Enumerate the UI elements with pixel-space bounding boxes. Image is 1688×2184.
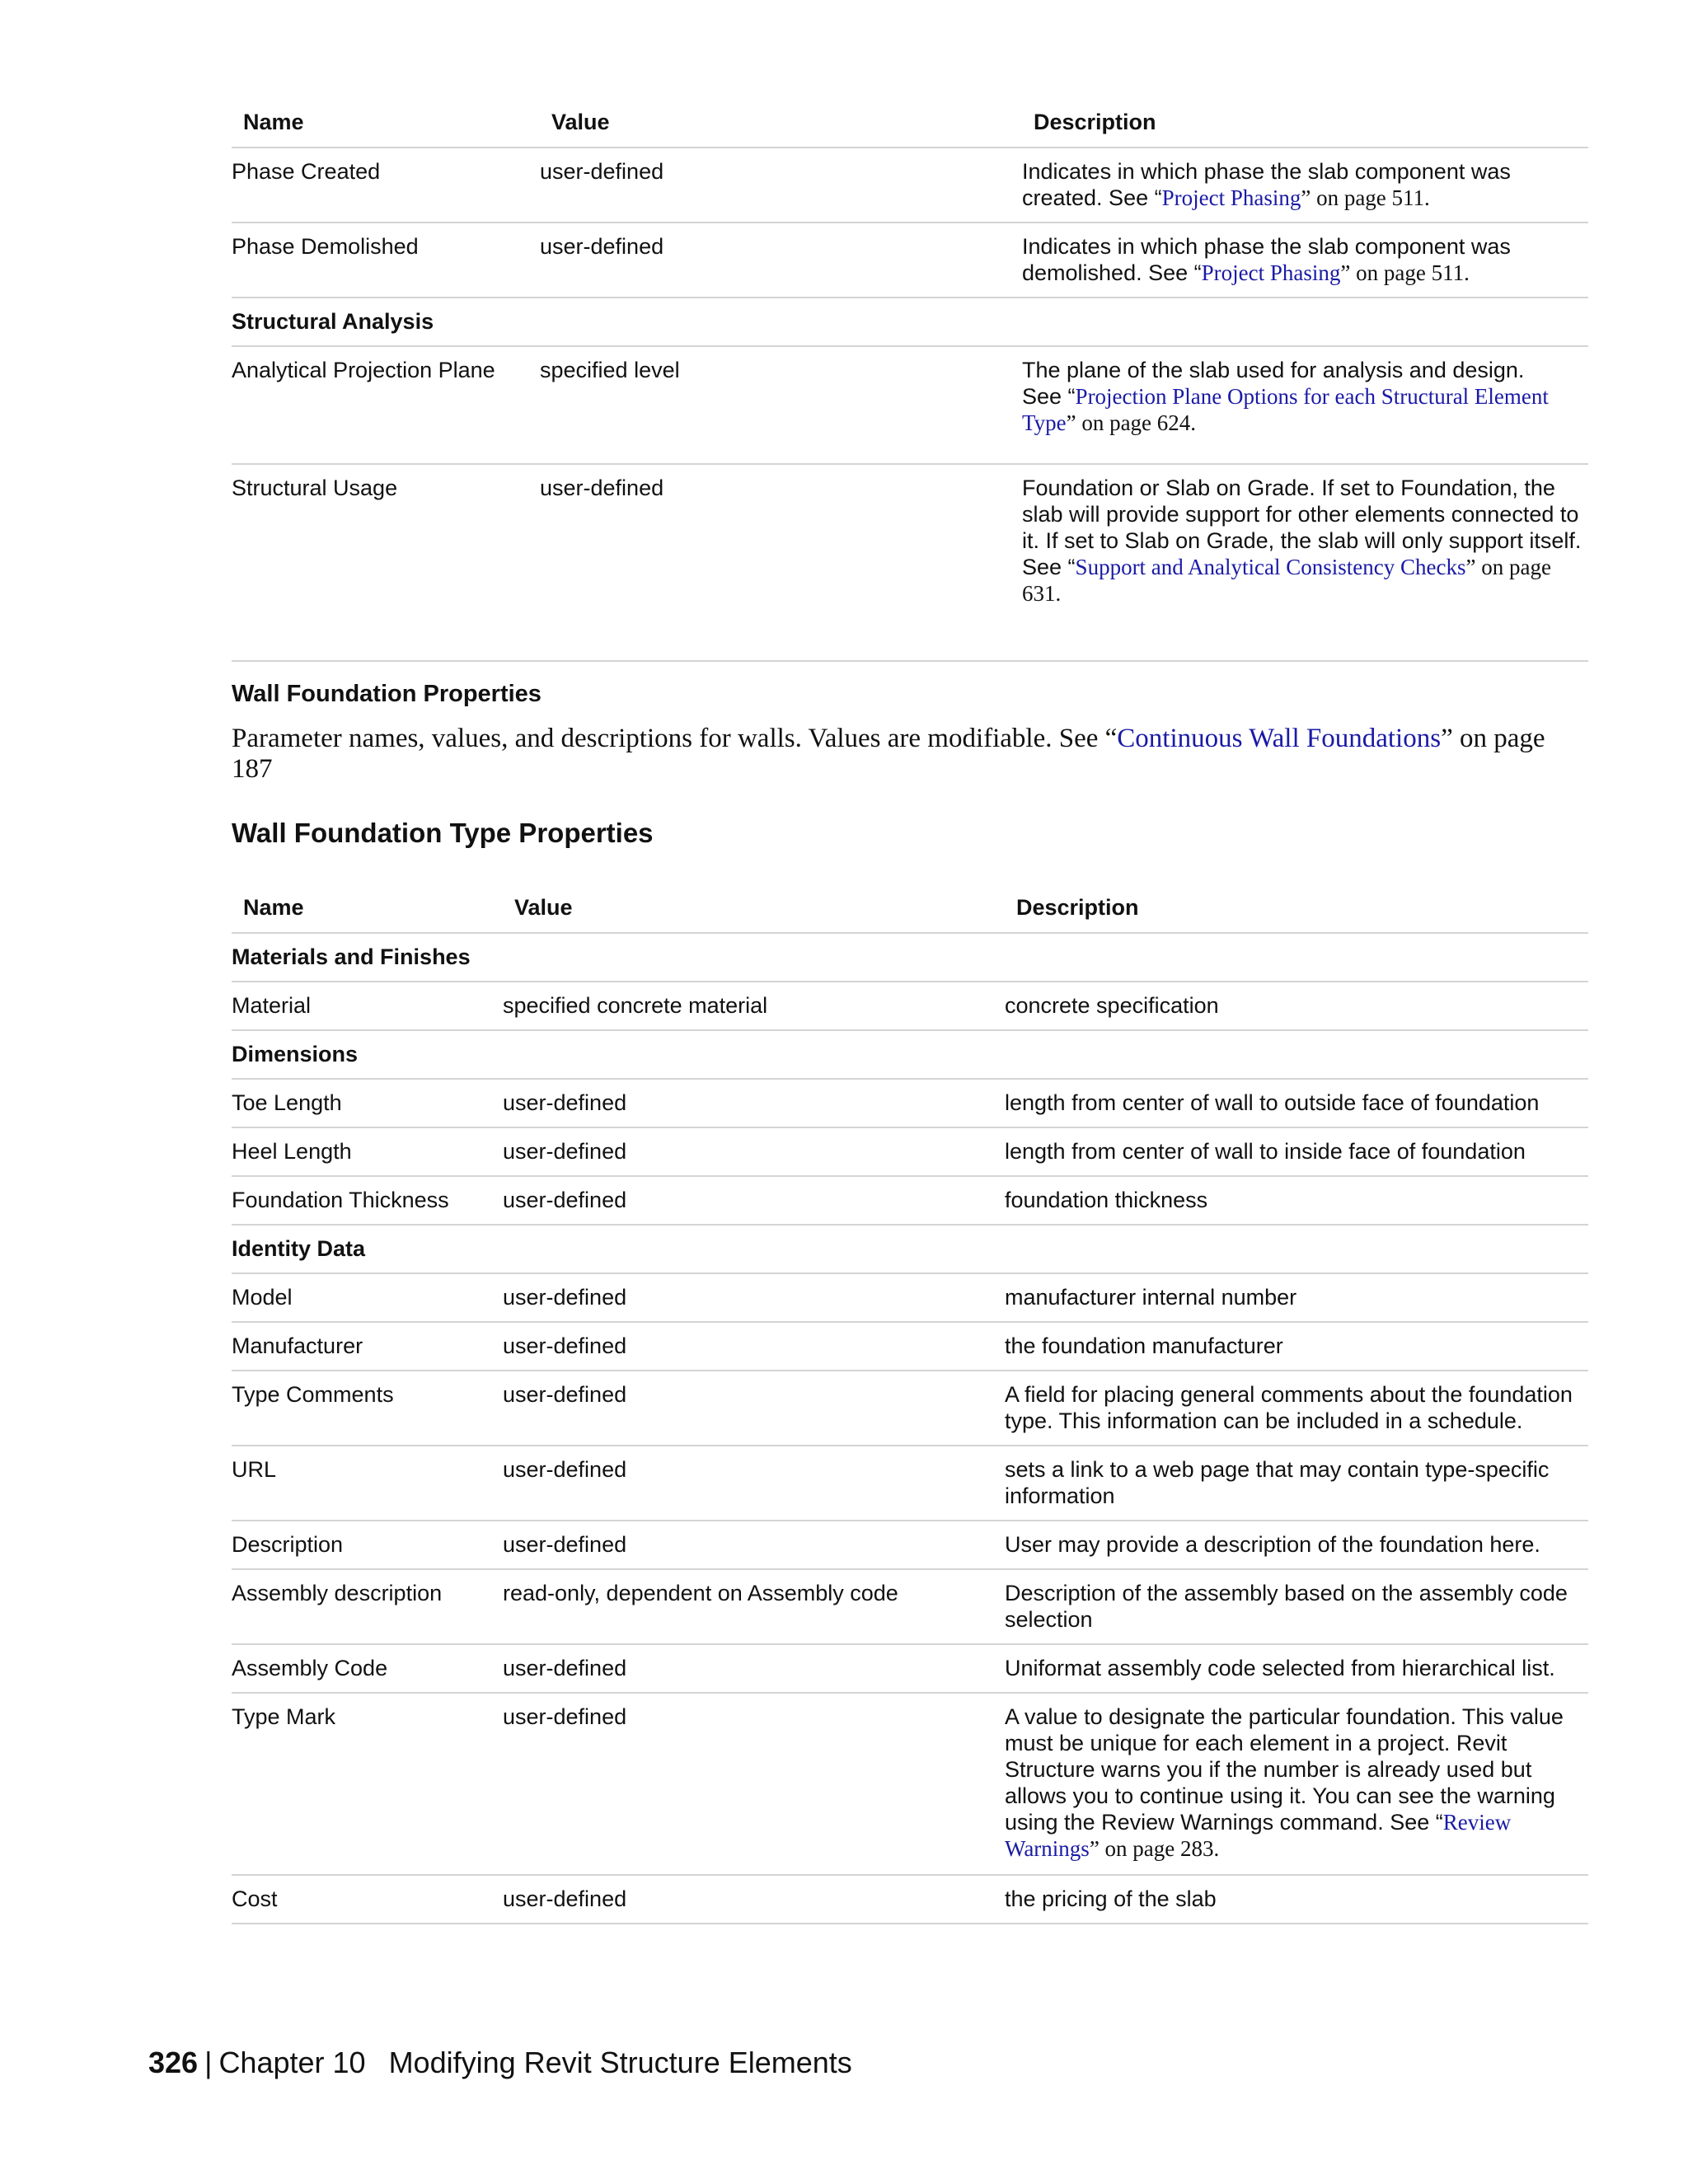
table-row (232, 982, 1588, 1031)
slab-properties-table (232, 97, 1588, 662)
row-name: Model (232, 1285, 293, 1310)
section-heading: Wall Foundation Properties (232, 681, 542, 707)
row-value: specified concrete material (503, 993, 768, 1018)
row-value: user-defined (503, 1188, 627, 1212)
section-label: Identity Data (232, 1236, 366, 1261)
column-header-description: Description (1034, 109, 1156, 134)
row-value: user-defined (503, 1886, 627, 1911)
row-value: user-defined (503, 1656, 627, 1680)
row-name: Phase Created (232, 159, 381, 184)
row-name: Type Comments (232, 1382, 394, 1407)
row-value: user-defined (503, 1704, 627, 1729)
row-name: Analytical Projection Plane (232, 358, 495, 382)
table-header (232, 883, 1588, 934)
row-description: the pricing of the slab (1005, 1886, 1217, 1911)
row-description: the foundation manufacturer (1005, 1333, 1283, 1358)
table-row (232, 1274, 1588, 1323)
section-row (232, 1226, 1588, 1274)
row-description: The plane of the slab used for analysis and design. See “Projection Plane Options for each Structural Element Type” on page 624. (1022, 358, 1549, 435)
cross-reference-link[interactable]: Continuous Wall Foundations (1117, 724, 1442, 753)
row-name: Description (232, 1532, 344, 1557)
cross-reference-link[interactable]: Projection Plane Options for each Structural Element Type (1022, 384, 1549, 435)
row-description: concrete specification (1005, 993, 1219, 1018)
row-description: length from center of wall to outside face of foundation (1005, 1090, 1540, 1115)
table-row (232, 1080, 1588, 1128)
cross-reference-link[interactable]: Project Phasing (1161, 185, 1301, 210)
column-header-value: Value (551, 109, 610, 134)
table-row (232, 148, 1588, 223)
row-value: user-defined (540, 476, 664, 500)
row-value: user-defined (540, 234, 664, 259)
chapter-title: Modifying Revit Structure Elements (388, 2046, 852, 2079)
row-description: sets a link to a web page that may contain type-specific information (1005, 1457, 1550, 1508)
cross-reference-link[interactable]: Project Phasing (1201, 260, 1341, 285)
row-value: user-defined (503, 1139, 627, 1164)
section-label: Dimensions (232, 1042, 359, 1066)
table-row (232, 1323, 1588, 1371)
row-name: Heel Length (232, 1139, 352, 1164)
table-row (232, 465, 1588, 662)
column-header-name: Name (243, 109, 304, 134)
row-description: User may provide a description of the foundation here. (1005, 1532, 1540, 1557)
table-row (232, 1694, 1588, 1876)
table-row (232, 1128, 1588, 1177)
row-name: Manufacturer (232, 1333, 363, 1358)
section-label: Structural Analysis (232, 309, 434, 334)
row-description: Uniformat assembly code selected from hierarchical list. (1005, 1656, 1555, 1680)
subsection-heading: Wall Foundation Type Properties (232, 818, 654, 848)
row-name: URL (232, 1457, 277, 1482)
row-name: Assembly description (232, 1581, 443, 1605)
row-description: foundation thickness (1005, 1188, 1208, 1212)
table-row (232, 1570, 1588, 1645)
cross-reference-link[interactable]: Support and Analytical Consistency Checks (1075, 555, 1466, 579)
row-value: user-defined (540, 159, 664, 184)
table-row (232, 1371, 1588, 1446)
table-row (232, 1446, 1588, 1521)
row-description: Foundation or Slab on Grade. If set to Foundation, the slab will provide support for other elements connected to it. If set to Slab on Grade, the slab will only support itself. See “Support and Analytical Consistency Checks” on page 631. (1022, 476, 1582, 606)
row-description: A value to designate the particular foundation. This value must be unique for each element in a project. Revit Structure warns you if the number is already used but allows you to continue using it. You can see the warning using the Review Warnings command. See “Review Warnings” on page 283. (1005, 1704, 1564, 1861)
section-row (232, 1031, 1588, 1080)
row-value: user-defined (503, 1532, 627, 1557)
column-header-description: Description (1016, 894, 1139, 920)
row-description: manufacturer internal number (1005, 1285, 1297, 1310)
row-name: Foundation Thickness (232, 1188, 449, 1212)
footer-separator: | (204, 2046, 213, 2079)
row-value: user-defined (503, 1285, 627, 1310)
table-row (232, 1645, 1588, 1694)
row-name: Phase Demolished (232, 234, 419, 259)
section-row (232, 934, 1588, 982)
page-footer (148, 2046, 852, 2080)
row-value: user-defined (503, 1382, 627, 1407)
row-description: Description of the assembly based on the assembly code selection (1005, 1581, 1568, 1632)
row-name: Assembly Code (232, 1656, 388, 1680)
column-header-value: Value (514, 894, 573, 920)
table-row (232, 223, 1588, 298)
row-value: specified level (540, 358, 680, 382)
wall-foundation-type-table (232, 883, 1588, 1924)
table-row (232, 1876, 1588, 1924)
page-number: 326 (148, 2046, 199, 2079)
table-header (232, 97, 1588, 148)
table-row (232, 347, 1588, 465)
table-row (232, 1521, 1588, 1570)
row-value: user-defined (503, 1457, 627, 1482)
row-name: Material (232, 993, 312, 1018)
section-paragraph: Parameter names, values, and descriptions for walls. Values are modifiable. See “Continuous Wall Foundations” on page 187 (232, 724, 1545, 784)
column-header-name: Name (243, 894, 304, 920)
chapter-label: Chapter 10 (218, 2046, 366, 2079)
row-description: Indicates in which phase the slab component was created. See “Project Phasing” on page 511. (1022, 159, 1511, 210)
row-name: Toe Length (232, 1090, 342, 1115)
table-row (232, 1177, 1588, 1226)
cross-reference-link[interactable]: Review Warnings (1005, 1810, 1512, 1861)
row-description: Indicates in which phase the slab component was demolished. See “Project Phasing” on page 511. (1022, 234, 1511, 285)
row-value: user-defined (503, 1090, 627, 1115)
row-description: length from center of wall to inside face of foundation (1005, 1139, 1526, 1164)
section-row (232, 298, 1588, 347)
row-description: A field for placing general comments about the foundation type. This information can be included in a schedule. (1005, 1382, 1573, 1433)
row-value: read-only, dependent on Assembly code (503, 1581, 898, 1605)
row-value: user-defined (503, 1333, 627, 1358)
row-name: Cost (232, 1886, 278, 1911)
row-name: Type Mark (232, 1704, 336, 1729)
section-label: Materials and Finishes (232, 944, 471, 969)
row-name: Structural Usage (232, 476, 398, 500)
